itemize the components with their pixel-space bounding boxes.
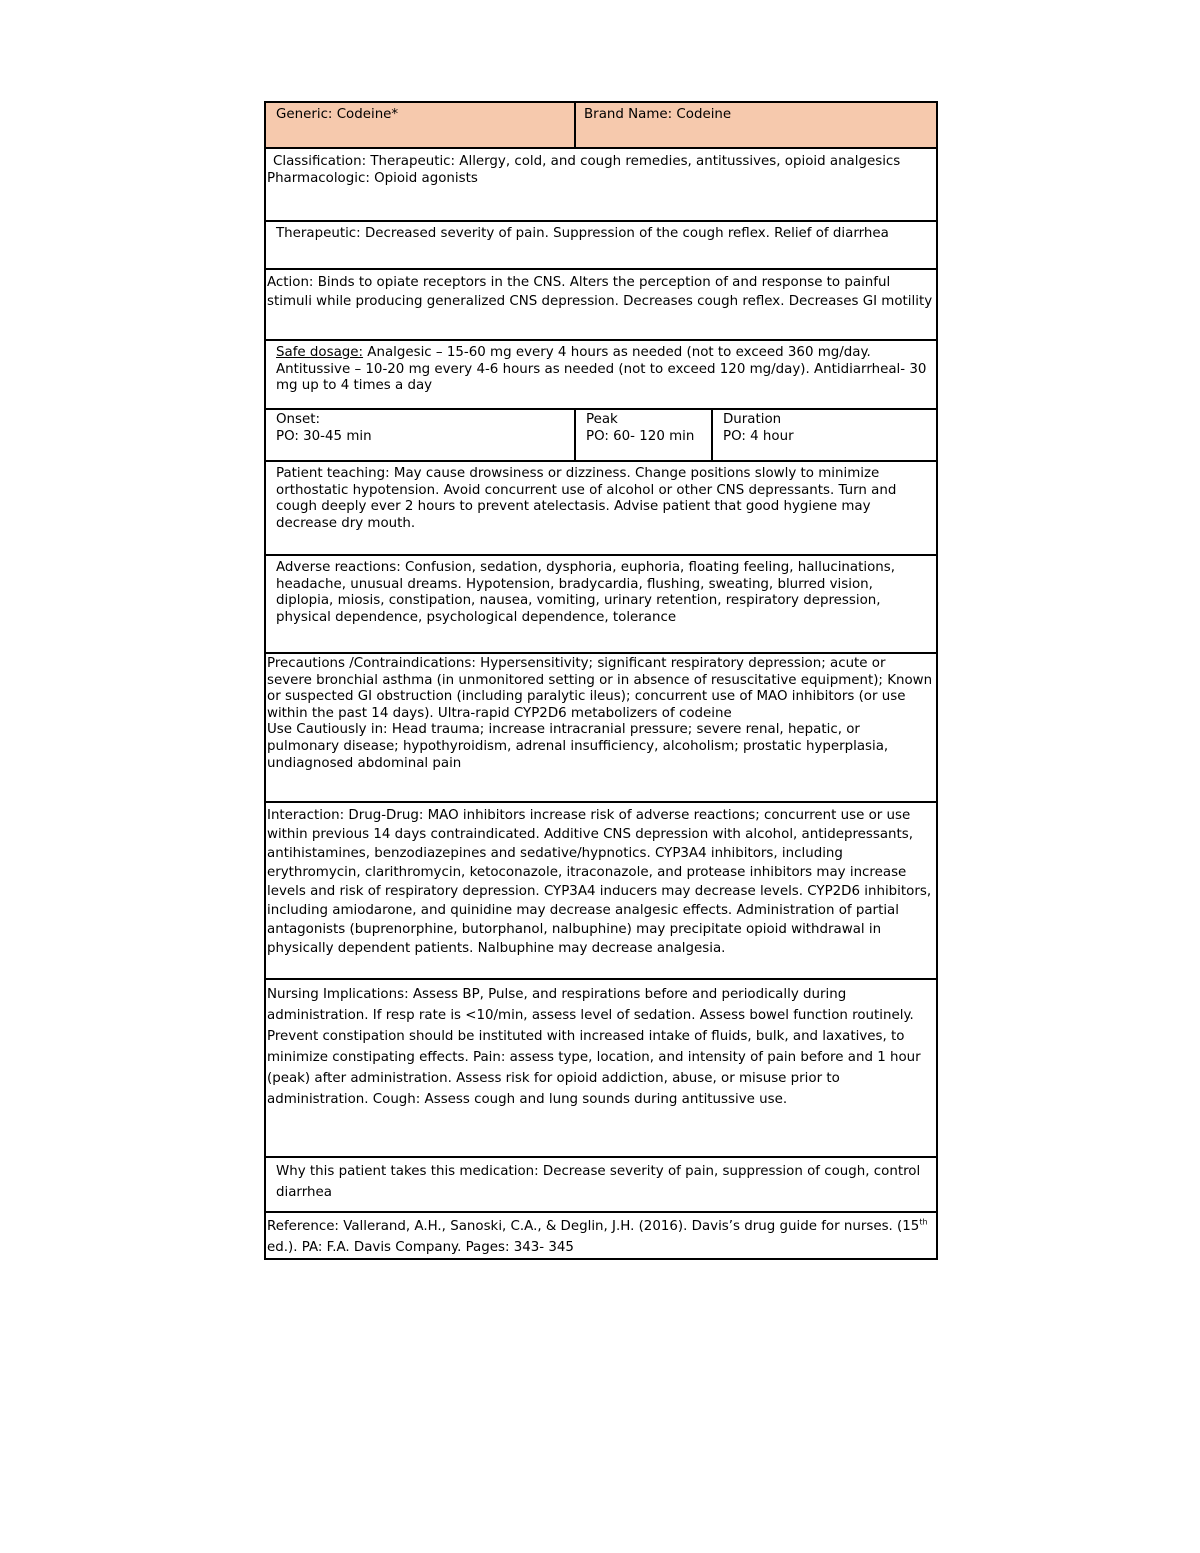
classification-therapeutic: Classification: Therapeutic: Allergy, cold, and cough remedies, antitussives, opioid analgesics xyxy=(273,154,901,169)
dosage-row xyxy=(265,340,937,409)
classification-row xyxy=(265,148,937,221)
onset-value: PO: 30-45 min xyxy=(276,428,372,444)
precautions-row xyxy=(265,653,937,802)
brand-name: Brand Name: Codeine xyxy=(575,102,937,148)
duration-value: PO: 4 hour xyxy=(723,428,794,444)
duration-label: Duration xyxy=(723,412,782,427)
adverse-text: Adverse reactions: Confusion, sedation, dysphoria, euphoria, floating feeling, hallucinations, headache, unusual dreams. Hypotension, bradycardia, flushing, sweating, blurred vision, diplopia, miosis, constipation, nausea, vomiting, urinary retention, respiratory depression, physical dependence, psychological dependence, tolerance xyxy=(265,555,937,653)
nursing-row xyxy=(265,979,937,1157)
dosage-text: Analgesic – 15-60 mg every 4 hours as needed (not to exceed 360 mg/day. Antitussive – 10-20 mg every 4-6 hours as needed (not to exceed 120 mg/day). Antidiarrheal- 30 mg up to 4 times a day xyxy=(276,345,927,394)
interaction-row xyxy=(265,802,937,979)
timing-row xyxy=(265,409,937,461)
reference-superscript: th xyxy=(919,1217,928,1227)
peak-label: Peak xyxy=(586,412,618,427)
nursing-text: Nursing Implications: Assess BP, Pulse, and respirations before and periodically during administration. If resp rate is <10/min, assess level of sedation. Assess bowel function routinely. Prevent constipation should be instituted with increased intake of fluids, bulk, and laxatives, to minimize constipating effects. Pain: assess type, location, and intensity of pain before and 1 hour (peak) after administration. Assess risk for opioid addiction, abuse, or misuse prior to administration. Cough: Assess cough and lung sounds during antitussive use. xyxy=(265,979,937,1157)
cautions-text: Use Cautiously in: Head trauma; increase intracranial pressure; severe renal, hepatic, or pulmonary disease; hypothyroidism, adrenal insufficiency, alcoholism; prostatic hyperplasia, undiagnosed abdominal pain xyxy=(267,722,889,771)
action-row xyxy=(265,269,937,340)
dosage-label: Safe dosage: xyxy=(276,345,364,360)
therapeutic-row xyxy=(265,221,937,269)
why-row xyxy=(265,1157,937,1212)
reference-text-end: ed.). PA: F.A. Davis Company. Pages: 343- 345 xyxy=(267,1240,574,1255)
header-row xyxy=(265,102,937,148)
action-text: Action: Binds to opiate receptors in the CNS. Alters the perception of and response to painful stimuli while producing generalized CNS depression. Decreases cough reflex. Decreases GI motility xyxy=(265,269,937,340)
drug-card xyxy=(264,101,938,1260)
reference-text: Reference: Vallerand, A.H., Sanoski, C.A., & Deglin, J.H. (2016). Davis’s drug guide for nurses. (15 xyxy=(267,1219,920,1234)
reference-row xyxy=(265,1212,937,1259)
interaction-text: Interaction: Drug-Drug: MAO inhibitors increase risk of adverse reactions; concurrent use or use within previous 14 days contraindicated. Additive CNS depression with alcohol, antidepressants, antihistamines, benzodiazepines and sedative/hypnotics. CYP3A4 inhibitors, including erythromycin, clarithromycin, ketoconazole, itraconazole, and protease inhibitors may increase levels and risk of respiratory depression. CYP3A4 inducers may decrease levels. CYP2D6 inhibitors, including amiodarone, and quinidine may decrease analgesic effects. Administration of partial antagonists (buprenorphine, butorphanol, nalbuphine) may precipitate opioid withdrawal in physically dependent patients. Nalbuphine may decrease analgesia. xyxy=(265,802,937,979)
patient-teaching-row xyxy=(265,461,937,555)
classification-pharmacologic: Pharmacologic: Opioid agonists xyxy=(267,170,478,186)
why-text: Why this patient takes this medication: Decrease severity of pain, suppression of cough, control diarrhea xyxy=(265,1157,937,1212)
therapeutic-text: Therapeutic: Decreased severity of pain. Suppression of the cough reflex. Relief of diarrhea xyxy=(265,221,937,269)
generic-name: Generic: Codeine* xyxy=(265,102,575,148)
patient-teaching-text: Patient teaching: May cause drowsiness or dizziness. Change positions slowly to minimize orthostatic hypotension. Avoid concurrent use of alcohol or other CNS depressants. Turn and cough deeply ever 2 hours to prevent atelectasis. Advise patient that good hygiene may decrease dry mouth. xyxy=(265,461,937,555)
peak-value: PO: 60- 120 min xyxy=(586,428,695,444)
contraindications-text: Precautions /Contraindications: Hypersensitivity; significant respiratory depression; acute or severe bronchial asthma (in unmonitored setting or in absence of resuscitative equipment); Known or suspected GI obstruction (including paralytic ileus); concurrent use of MAO inhibitors (or use within the past 14 days). Ultra-rapid CYP2D6 metabolizers of codeine xyxy=(267,656,933,721)
onset-label: Onset: xyxy=(276,412,321,427)
adverse-row xyxy=(265,555,937,653)
